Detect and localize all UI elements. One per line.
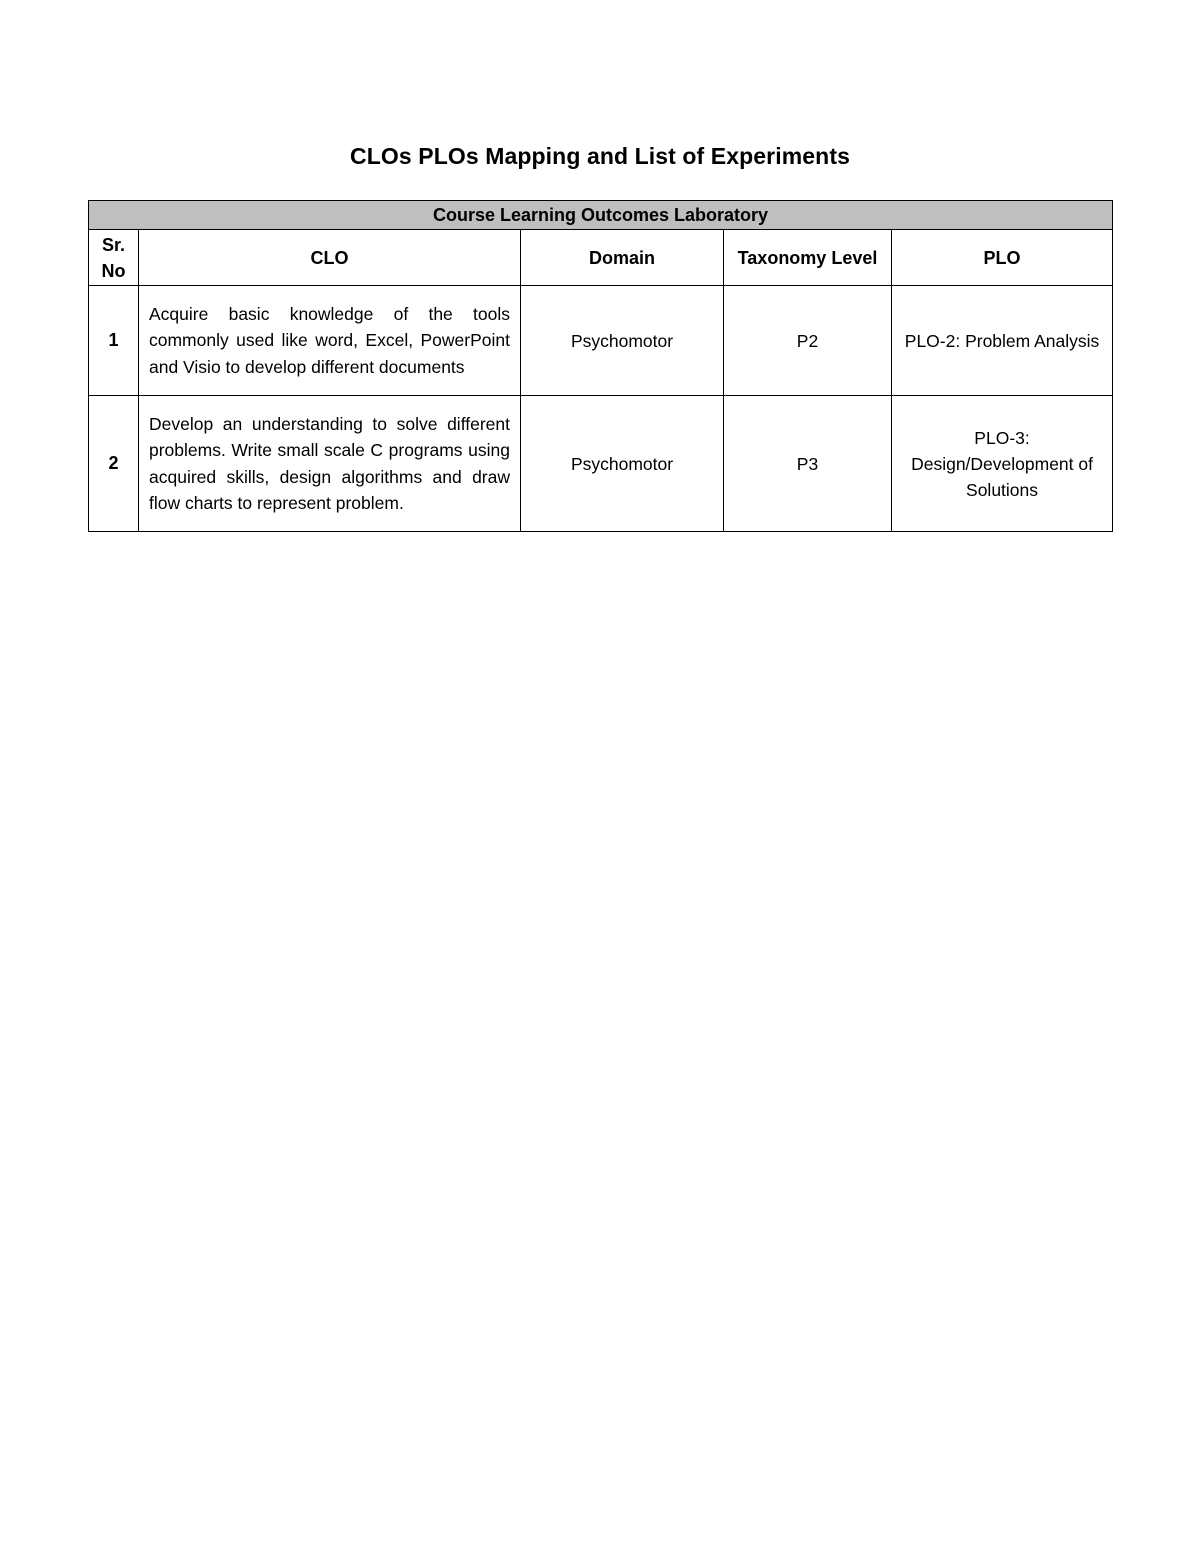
cell-sr-no: 1 <box>89 286 139 396</box>
header-sr-no <box>89 230 139 286</box>
table-header-row <box>89 230 1113 286</box>
header-plo: PLO <box>892 230 1113 286</box>
table-banner: Course Learning Outcomes Laboratory <box>89 201 1113 230</box>
header-taxonomy-level <box>724 230 892 286</box>
cell-domain: Psychomotor <box>521 286 724 396</box>
header-domain: Domain <box>521 230 724 286</box>
cell-clo: Develop an understanding to solve different problems. Write small scale C programs using acquired skills, design algorithms and draw flow charts to represent problem. <box>139 396 521 532</box>
table-banner-row <box>89 201 1113 230</box>
cell-domain: Psychomotor <box>521 396 724 532</box>
header-taxonomy-level-label: Taxonomy Level <box>737 247 878 268</box>
page-title: CLOs PLOs Mapping and List of Experiments <box>350 143 850 169</box>
cell-taxonomy-level: P3 <box>724 396 892 532</box>
cell-clo: Acquire basic knowledge of the tools commonly used like word, Excel, PowerPoint and Visio to develop different documents <box>139 286 521 396</box>
clo-plo-mapping-table <box>88 200 1113 532</box>
header-sr-no-label: Sr. No <box>101 234 126 281</box>
cell-taxonomy-level: P2 <box>724 286 892 396</box>
cell-sr-no: 2 <box>89 396 139 532</box>
table-row <box>89 396 1113 532</box>
header-clo: CLO <box>139 230 521 286</box>
cell-plo: PLO-2: Problem Analysis <box>892 286 1113 396</box>
cell-plo: PLO-3: Design/Development of Solutions <box>892 396 1113 532</box>
table-row <box>89 286 1113 396</box>
